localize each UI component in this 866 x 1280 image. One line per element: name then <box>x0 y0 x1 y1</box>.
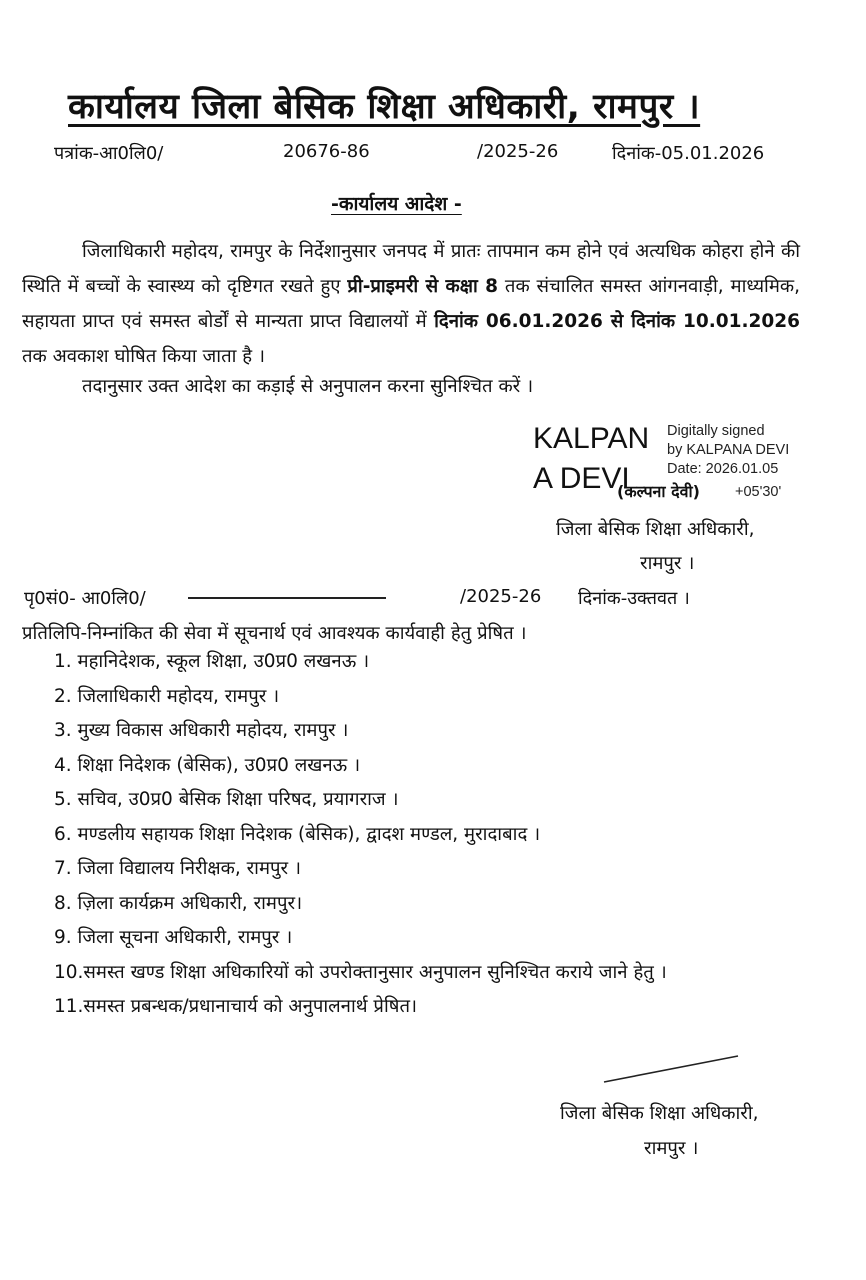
signature-meta-line2: by KALPANA DEVI <box>667 442 790 458</box>
footer-district: रामपुर । <box>644 1138 699 1159</box>
order-text-1: जिलाधिकारी महोदय, रामपुर के निर्देशानुसार जनपद में प्रातः तापमान कम होने एवं अत्यधिक कोहरा होने की स्थिति में बच्चों के स्वास्थ्य को दृष्टिगत रखते हुए <box>22 241 800 297</box>
signature-meta-line3: Date: 2026.01.05 <box>667 461 779 477</box>
signature-name-line1: KALPAN <box>533 422 650 455</box>
copy-session: /2025-26 <box>460 586 542 607</box>
order-classes-range: प्री-प्राइमरी से कक्षा 8 <box>347 276 499 297</box>
order-heading: -कार्यालय आदेश - <box>331 193 462 215</box>
list-item: 7. जिला विद्यालय निरीक्षक, रामपुर । <box>54 858 301 879</box>
recipient-list <box>28 645 667 1025</box>
letter-number-prefix: पत्रांक-आ0लि0/ <box>54 143 164 164</box>
list-item: 11.समस्त प्रबन्धक/प्रधानाचार्य को अनुपालनार्थ प्रेषित। <box>54 996 418 1017</box>
order-text-3: तक अवकाश घोषित किया जाता है । <box>22 346 266 367</box>
copy-date: दिनांक-उक्तवत । <box>578 588 690 609</box>
list-item: 3. मुख्य विकास अधिकारी महोदय, रामपुर । <box>54 720 349 741</box>
list-item: 9. जिला सूचना अधिकारी, रामपुर । <box>54 927 293 948</box>
copy-number-prefix: पृ0सं0- आ0लि0/ <box>24 588 146 609</box>
signatory-designation: जिला बेसिक शिक्षा अधिकारी, <box>556 519 755 540</box>
blank-number-line <box>188 597 386 599</box>
list-item: 6. मण्डलीय सहायक शिक्षा निदेशक (बेसिक), द्वादश मण्डल, मुरादाबाद । <box>54 823 541 845</box>
signature-meta-line1: Digitally signed <box>667 423 765 439</box>
list-item: 5. सचिव, उ0प्र0 बेसिक शिक्षा परिषद, प्रयागराज । <box>54 789 399 810</box>
office-title: कार्यालय जिला बेसिक शिक्षा अधिकारी, रामपुर । <box>68 87 701 127</box>
order-holiday-dates: दिनांक 06.01.2026 से दिनांक 10.01.2026 <box>434 311 800 332</box>
order-paragraph <box>22 234 800 374</box>
signature-line <box>600 1050 742 1086</box>
letter-session: /2025-26 <box>477 141 559 162</box>
signature-hindi-name: (कल्पना देवी) <box>617 482 700 501</box>
list-item: 4. शिक्षा निदेशक (बेसिक), उ0प्र0 लखनऊ । <box>54 754 361 776</box>
list-item: 1. महानिदेशक, स्कूल शिक्षा, उ0प्र0 लखनऊ । <box>54 651 370 672</box>
list-item: 8. ज़िला कार्यक्रम अधिकारी, रामपुर। <box>54 892 303 914</box>
signature-name-line2: A DEVI <box>533 462 630 495</box>
letter-number: 20676-86 <box>283 141 370 162</box>
signature-meta-line4: +05'30' <box>735 484 782 500</box>
letter-date: दिनांक-05.01.2026 <box>612 143 765 164</box>
list-item: 2. जिलाधिकारी महोदय, रामपुर । <box>54 685 280 707</box>
order-text-2: तक संचालित समस्त आंगनवाड़ी, माध्यमिक, सहायता प्राप्त एवं समस्त बोर्डों से मान्यता प्राप्त विद्यालयों में <box>22 276 800 332</box>
copy-intro: प्रतिलिपि-निम्नांकित की सेवा में सूचनार्थ एवं आवश्यक कार्यवाही हेतु प्रेषित । <box>22 623 527 644</box>
signatory-district: रामपुर । <box>640 553 695 574</box>
footer-designation: जिला बेसिक शिक्षा अधिकारी, <box>560 1103 759 1124</box>
compliance-paragraph: तदानुसार उक्त आदेश का कड़ाई से अनुपालन करना सुनिश्चित करें । <box>82 376 534 397</box>
list-item: 10.समस्त खण्ड शिक्षा अधिकारियों को उपरोक्तानुसार अनुपालन सुनिश्चित कराये जाने हेतु । <box>54 961 667 983</box>
